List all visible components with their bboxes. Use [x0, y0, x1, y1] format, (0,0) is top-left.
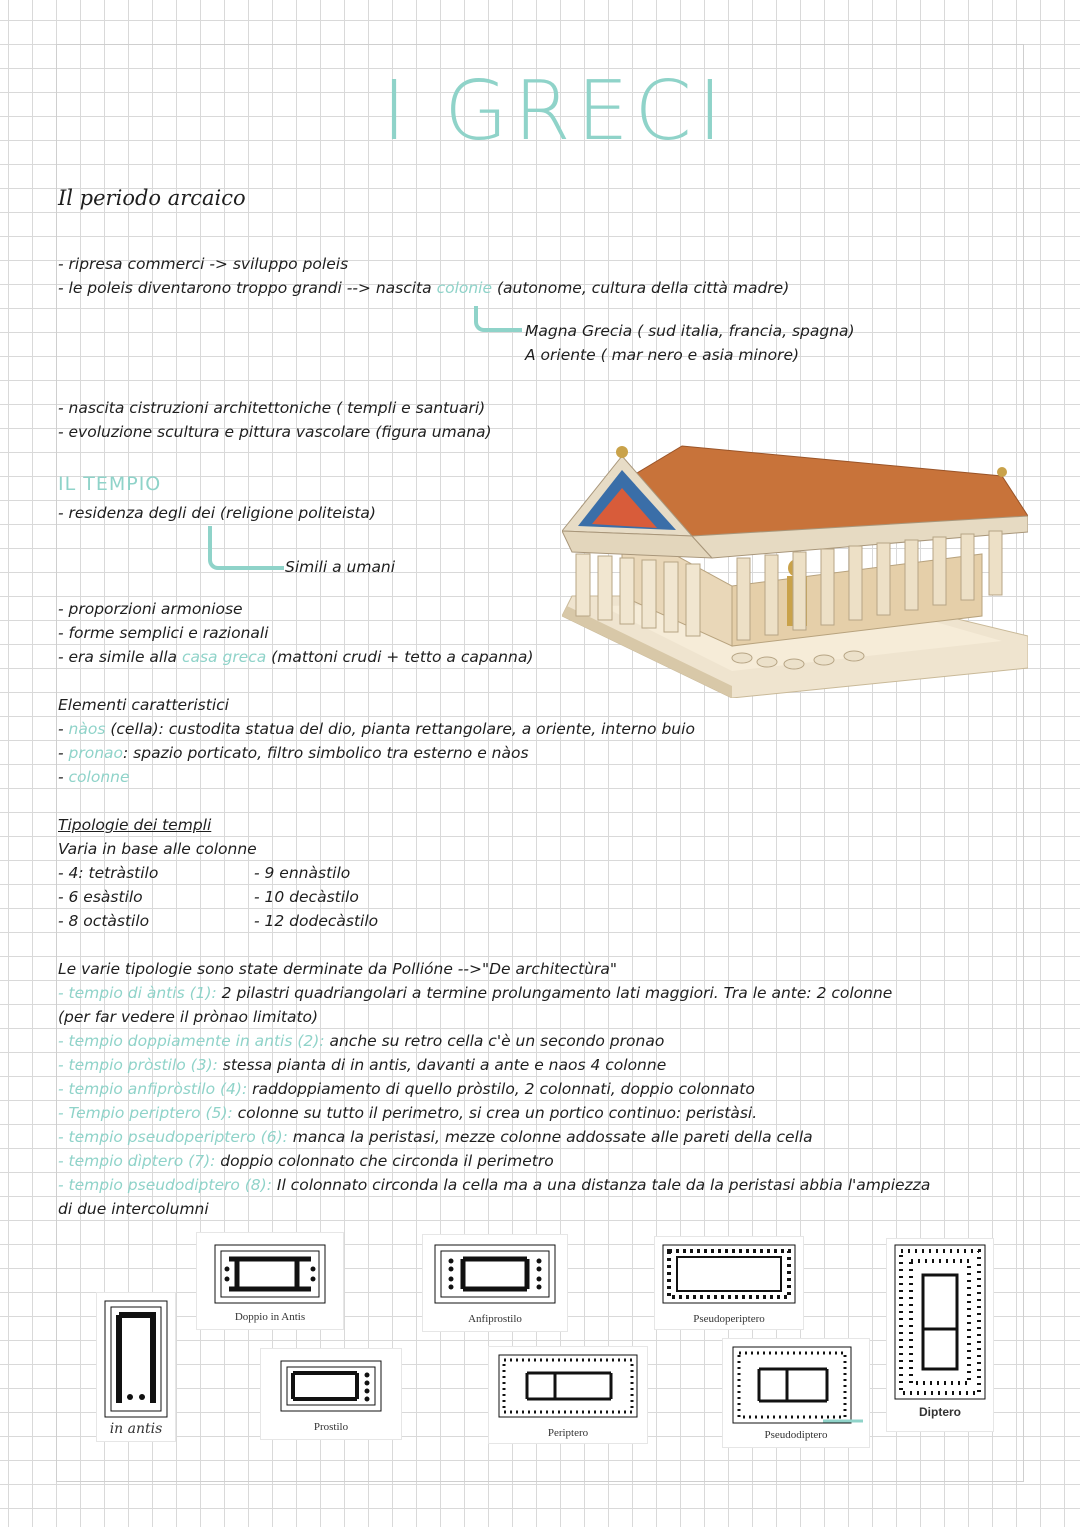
- temple-line-3: - forme semplici e razionali: [58, 624, 269, 642]
- temple-bracket: [208, 526, 284, 570]
- vitruvius-item-text: di due intercolumni: [58, 1200, 209, 1218]
- vitruvius-item: [58, 1077, 755, 1101]
- archaic-more-1: - nascita cistruzioni architettoniche ( templi e santuari): [58, 399, 486, 417]
- vitruvius-item-text: anche su retro cella c'è un secondo pronao: [324, 1032, 665, 1050]
- vitruvius-item-term: - tempio di àntis (1):: [58, 984, 217, 1002]
- archaic-line-1: - ripresa commerci -> sviluppo poleis: [58, 255, 349, 273]
- colonies-oriente: A oriente ( mar nero e asia minore): [525, 346, 800, 364]
- temple-line-4: - era simile alla casa greca (mattoni crudi + tetto a capanna): [58, 648, 534, 666]
- page-title: I GRECI: [381, 64, 729, 159]
- typology-left-2: - 6 esàstilo: [58, 888, 143, 906]
- vitruvius-item-text: doppio colonnato che circonda il perimetro: [215, 1152, 554, 1170]
- highlight-casa-greca: casa greca: [181, 648, 267, 666]
- vitruvius-item-term: - tempio anfipròstilo (4):: [58, 1080, 248, 1098]
- plan-periptero: [488, 1346, 648, 1444]
- vitruvius-item-term: - tempio pseudoperiptero (6):: [58, 1128, 288, 1146]
- typology-left-1: - 4: tetràstilo: [58, 864, 159, 882]
- plan-pseudoperiptero: [654, 1236, 804, 1330]
- section-heading-temple: IL TEMPIO: [58, 473, 162, 495]
- elements-heading: Elementi caratteristici: [58, 696, 229, 714]
- typology-left-3: - 8 octàstilo: [58, 912, 150, 930]
- plan-pseudoperiptero-label: Pseudoperiptero: [693, 1313, 765, 1325]
- archaic-line-2: - le poleis diventarono troppo grandi --> nascita colonie (autonome, cultura della città madre): [58, 279, 790, 297]
- plan-prostilo-label: Prostilo: [313, 1421, 349, 1433]
- vitruvius-item: [58, 1149, 554, 1173]
- section-heading-archaic: Il periodo arcaico: [58, 186, 246, 210]
- vitruvius-item-term: - tempio pròstilo (3):: [58, 1056, 218, 1074]
- archaic-more-2: - evoluzione scultura e pittura vascolare (figura umana): [58, 423, 492, 441]
- plan-pseudodiptero-label: Pseudodiptero: [764, 1429, 828, 1441]
- vitruvius-item: [58, 1197, 209, 1221]
- plan-diptero-label: Diptero: [919, 1405, 961, 1419]
- vitruvius-item: [58, 1173, 930, 1197]
- highlight-colonie: colonie: [436, 279, 493, 297]
- vitruvius-item-text: (per far vedere il prònao limitato): [58, 1008, 319, 1026]
- vitruvius-intro: Le varie tipologie sono state derminate da Pollióne -->"De architectùra": [58, 960, 618, 978]
- vitruvius-item: [58, 1101, 757, 1125]
- typologies-sub: Varia in base alle colonne: [58, 840, 257, 858]
- plan-diptero: [886, 1238, 994, 1432]
- plan-anfiprostilo-label: Anfiprostilo: [468, 1313, 522, 1325]
- temple-line-1: - residenza degli dei (religione politeista): [58, 504, 376, 522]
- vitruvius-item: [58, 981, 892, 1005]
- plan-prostilo: [260, 1348, 402, 1440]
- elements-item-naos: - nàos (cella): custodita statua del dio, pianta rettangolare, a oriente, interno buio: [58, 720, 695, 738]
- plan-doppio-label: Doppio in Antis: [234, 1311, 306, 1323]
- plan-doppio-in-antis: [196, 1232, 344, 1330]
- vitruvius-item-text: Il colonnato circonda la cella ma a una distanza tale da la peristasi abbia l'ampiezza: [271, 1176, 931, 1194]
- vitruvius-item: [58, 1029, 664, 1053]
- colonies-bracket: [474, 306, 522, 332]
- vitruvius-item-term: - tempio doppiamente in antis (2):: [58, 1032, 325, 1050]
- vitruvius-item-term: - tempio dìptero (7):: [58, 1152, 216, 1170]
- vitruvius-item-term: - tempio pseudodiptero (8):: [58, 1176, 272, 1194]
- vitruvius-item-text: raddoppiamento di quello pròstilo, 2 colonnati, doppio colonnato: [247, 1080, 755, 1098]
- typologies-heading: Tipologie dei templi: [58, 816, 212, 834]
- temple-note: Simili a umani: [285, 558, 396, 576]
- plan-pseudodiptero: [722, 1338, 870, 1448]
- vitruvius-item-term: - Tempio periptero (5):: [58, 1104, 233, 1122]
- typology-right-3: - 12 dodecàstilo: [254, 912, 379, 930]
- vitruvius-item: [58, 1053, 666, 1077]
- plan-in-antis-label: in antis: [109, 1421, 163, 1437]
- temple-line-2: - proporzioni armoniose: [58, 600, 243, 618]
- vitruvius-item-text: colonne su tutto il perimetro, si crea un portico continuo: peristàsi.: [232, 1104, 758, 1122]
- vitruvius-item-text: 2 pilastri quadriangolari a termine prolungamento lati maggiori. Tra le ante: 2 colonne: [216, 984, 893, 1002]
- plan-periptero-label: Periptero: [547, 1427, 589, 1439]
- greek-temple-illustration: [562, 436, 1028, 698]
- vitruvius-item-text: manca la peristasi, mezze colonne addossate alle pareti della cella: [287, 1128, 813, 1146]
- elements-item-colonne: - colonne: [58, 768, 130, 786]
- plan-anfiprostilo: [422, 1234, 568, 1332]
- vitruvius-item: [58, 1125, 813, 1149]
- vitruvius-item: [58, 1005, 318, 1029]
- colonies-magna-grecia: Magna Grecia ( sud italia, francia, spagna): [525, 322, 855, 340]
- typology-right-1: - 9 ennàstilo: [254, 864, 351, 882]
- plan-in-antis: [96, 1292, 176, 1442]
- elements-item-pronao: - pronao: spazio porticato, filtro simbolico tra esterno e nàos: [58, 744, 529, 762]
- vitruvius-item-text: stessa pianta di in antis, davanti a ante e naos 4 colonne: [217, 1056, 667, 1074]
- typology-right-2: - 10 decàstilo: [254, 888, 359, 906]
